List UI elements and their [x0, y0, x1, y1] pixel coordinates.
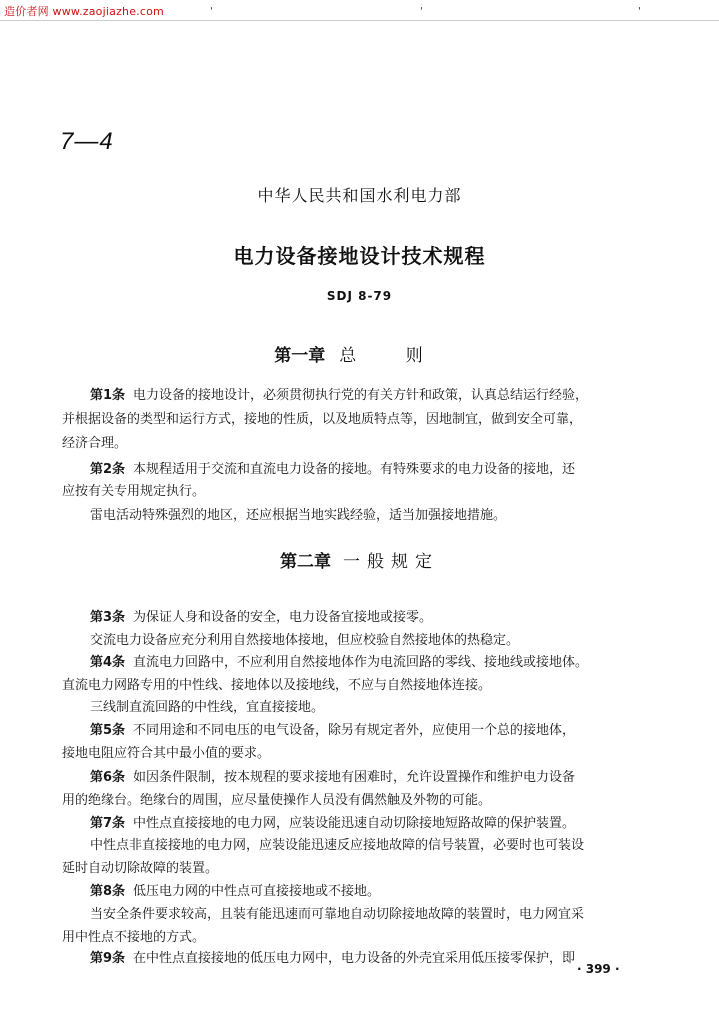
text-line	[62, 436, 127, 452]
line-text: 应按有关专用规定执行。	[62, 484, 206, 499]
line-text: 交流电力设备应充分利用自然接地体接地，但应校验自然接地体的热稳定。	[90, 633, 520, 648]
text-line	[90, 462, 575, 478]
chapter-name: 总 则	[339, 346, 445, 366]
text-line	[90, 951, 575, 967]
line-text: 直流电力网路专用的中性线、接地体以及接地线，不应与自然接地体连接。	[62, 678, 492, 693]
text-line	[62, 484, 205, 500]
article-number: 第8条	[90, 884, 126, 899]
line-text: 接地电阻应符合其中最小值的要求。	[62, 746, 271, 761]
article-number: 第3条	[90, 610, 126, 625]
text-line	[62, 861, 218, 877]
line-text: 电力设备的接地设计，必须贯彻执行党的有关方针和政策，认真总结运行经验，	[133, 388, 589, 403]
line-text: 延时自动切除故障的装置。	[62, 861, 219, 876]
line-text: 当安全条件要求较高，且装有能迅速而可靠地自动切除接地故障的装置时，电力网宜采	[90, 907, 585, 922]
line-text: 直流电力回路中，不应利用自然接地体作为电流回路的零线、接地线或接地体。	[133, 655, 589, 670]
line-text: 中性点非直接接地的电力网，应装设能迅速反应接地故障的信号装置，必要时也可装设	[90, 838, 585, 853]
article-number: 第9条	[90, 951, 126, 966]
text-line	[62, 746, 270, 762]
chapter-heading-2	[0, 547, 719, 572]
line-text: 如因条件限制，按本规程的要求接地有困难时，允许设置操作和维护电力设备	[133, 770, 576, 785]
text-line	[90, 610, 432, 626]
article-number: 第1条	[90, 388, 126, 403]
chapter-name: 一般规定	[343, 552, 439, 572]
text-line	[90, 633, 519, 649]
chapter-heading-1	[0, 341, 719, 366]
article-number: 第6条	[90, 770, 126, 785]
text-line	[90, 816, 575, 832]
text-line	[62, 412, 582, 428]
chapter-number: 第一章	[274, 346, 326, 366]
line-text: 低压电力网的中性点可直接接地或不接地。	[133, 884, 381, 899]
line-text: 在中性点直接接地的低压电力网中，电力设备的外壳宜采用低压接零保护，即	[133, 951, 576, 966]
issuing-ministry: 中华人民共和国水利电力部	[257, 186, 462, 205]
text-line	[90, 388, 588, 404]
text-line	[62, 678, 491, 694]
text-line	[62, 793, 491, 809]
article-number: 第5条	[90, 723, 126, 738]
text-line	[90, 700, 324, 716]
line-text: 并根据设备的类型和运行方式，接地的性质，以及地质特点等，因地制宜，做到安全可靠，	[62, 412, 583, 427]
standard-code: SDJ 8-79	[326, 289, 393, 303]
site-watermark: 造价者网 www.zaojiazhe.com	[4, 5, 164, 18]
article-number: 第2条	[90, 462, 126, 477]
chapter-number: 第二章	[280, 552, 331, 572]
page-number: · 399 ·	[577, 962, 620, 976]
header-tick-mark: '	[420, 6, 423, 17]
header-tick-mark: '	[210, 6, 213, 17]
line-text: 中性点直接接地的电力网，应装设能迅速自动切除接地短路故障的保护装置。	[133, 816, 576, 831]
line-text: 本规程适用于交流和直流电力设备的接地。有特殊要求的电力设备的接地，还	[133, 462, 576, 477]
document-title: 电力设备接地设计技术规程	[233, 244, 486, 268]
text-line	[90, 770, 575, 786]
line-text: 经济合理。	[62, 436, 128, 451]
line-text: 不同用途和不同电压的电气设备，除另有规定者外，应使用一个总的接地体，	[133, 723, 576, 738]
text-line	[90, 884, 380, 900]
article-number: 第7条	[90, 816, 126, 831]
document-number: 7—4	[60, 128, 114, 155]
text-line	[90, 723, 575, 739]
text-line	[90, 838, 584, 854]
text-line	[62, 930, 205, 946]
text-line	[90, 508, 506, 524]
line-text: 三线制直流回路的中性线，宜直接接地。	[90, 700, 325, 715]
line-text: 用中性点不接地的方式。	[62, 930, 206, 945]
line-text: 雷电活动特殊强烈的地区，还应根据当地实践经验，适当加强接地措施。	[90, 508, 507, 523]
text-line	[90, 907, 584, 923]
header-tick-mark: '	[638, 6, 641, 17]
line-text: 为保证人身和设备的安全，电力设备宜接地或接零。	[133, 610, 433, 625]
line-text: 用的绝缘台。绝缘台的周围，应尽量使操作人员没有偶然触及外物的可能。	[62, 793, 492, 808]
article-number: 第4条	[90, 655, 126, 670]
text-line	[90, 655, 588, 671]
